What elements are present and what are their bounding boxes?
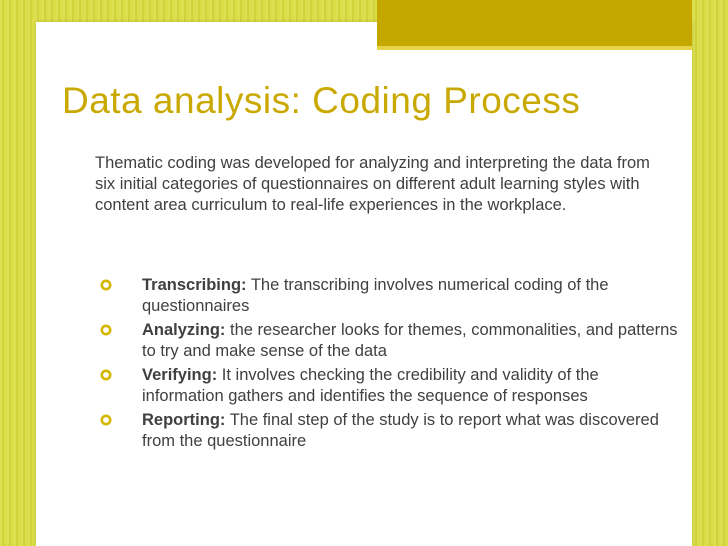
bullet-text: The final step of the study is to report what was discovered from the questionnaire — [142, 411, 659, 450]
bullet-term: Analyzing: — [142, 321, 226, 339]
bullet-item-verifying — [98, 365, 678, 407]
ring-bullet-icon — [100, 414, 112, 426]
bullet-term: Reporting: — [142, 411, 226, 429]
ring-bullet-icon — [100, 279, 112, 291]
accent-block — [377, 0, 692, 46]
bullet-item-reporting — [98, 410, 678, 452]
bullet-list — [98, 275, 678, 455]
bullet-item-transcribing — [98, 275, 678, 317]
ring-bullet-icon — [100, 369, 112, 381]
slide-title: Data analysis: Coding Process — [62, 80, 581, 121]
accent-stripe — [377, 46, 692, 50]
bullet-text: the researcher looks for themes, commonalities, and patterns to try and make sense of the data — [142, 321, 678, 360]
bullet-text: The transcribing involves numerical coding of the questionnaires — [142, 276, 609, 315]
bullet-text: It involves checking the credibility and validity of the information gathers and identifies the sequence of responses — [142, 366, 599, 405]
bullet-term: Transcribing: — [142, 276, 247, 294]
intro-paragraph: Thematic coding was developed for analyzing and interpreting the data from six initial categories of questionnaires on different adult learning styles with content area curriculum to real-life experiences in the workplace. — [95, 154, 650, 214]
ring-bullet-icon — [100, 324, 112, 336]
bullet-term: Verifying: — [142, 366, 218, 384]
bullet-item-analyzing — [98, 320, 678, 362]
